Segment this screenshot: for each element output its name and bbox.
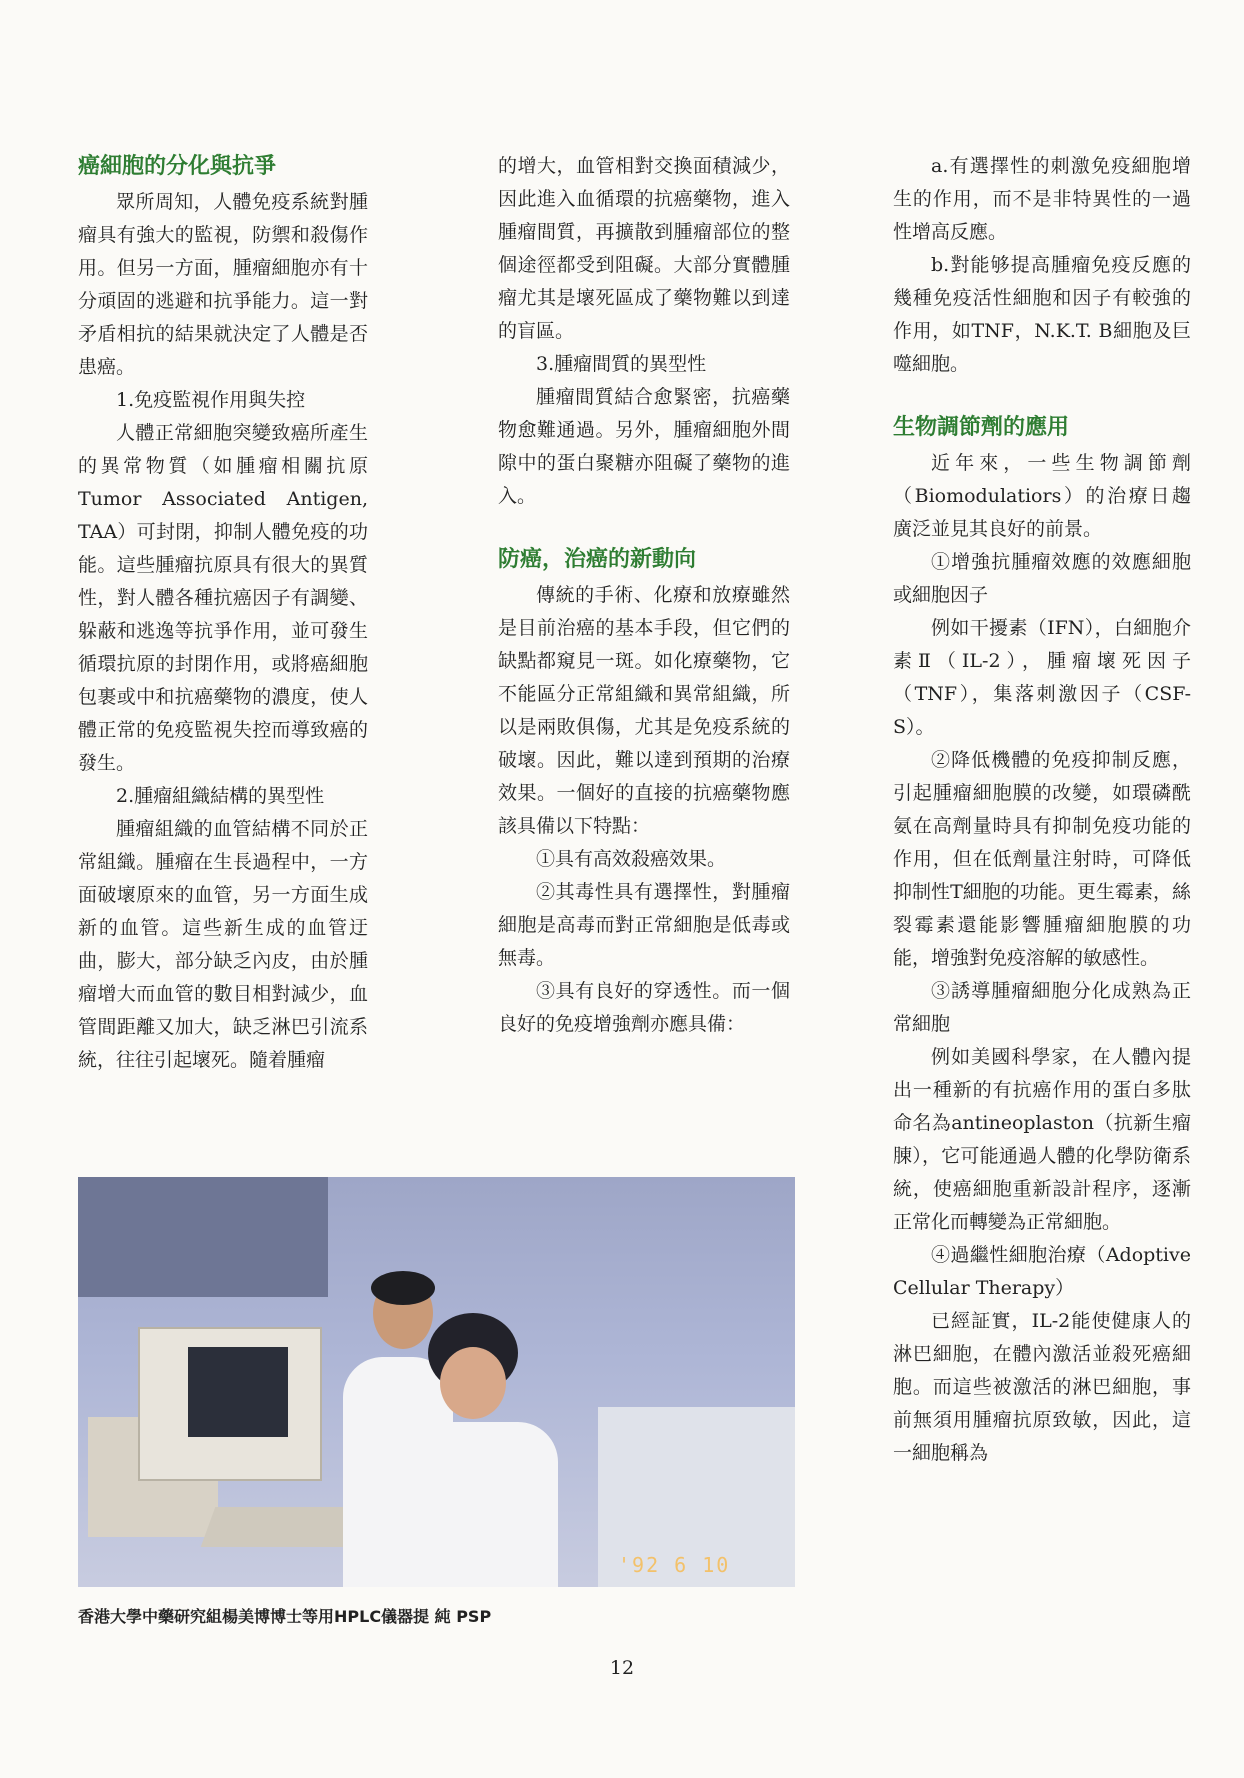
paragraph: 腫瘤組織的血管結構不同於正常組織。腫瘤在生長過程中，一方面破壞原來的血管，另一方面生成新的血管。這些新生成的血管迂曲，膨大，部分缺乏內皮，由於腫瘤增大而血管的數目相對減少，血管間距離又加大，缺乏淋巴引流系統，往往引起壞死。隨着腫瘤 bbox=[78, 818, 368, 1071]
paragraph: 的增大，血管相對交換面積減少，因此進入血循環的抗癌藥物，進入腫瘤間質，再擴散到腫瘤部位的整個途徑都受到阻礙。大部分實體腫瘤尤其是壞死區成了藥物難以到達的盲區。 bbox=[498, 155, 790, 342]
text-column-2 bbox=[498, 150, 790, 1041]
paragraph: 近年來，一些生物調節劑（Biomodulatiors）的治療日趨廣泛並見其良好的前景。 bbox=[893, 452, 1191, 540]
list-item: ②其毒性具有選擇性，對腫瘤細胞是高毒而對正常細胞是低毒或無毒。 bbox=[498, 881, 790, 969]
text-column-3 bbox=[893, 150, 1191, 1470]
list-item: ①增強抗腫瘤效應的效應細胞或細胞因子 bbox=[893, 551, 1191, 606]
photo-shelf bbox=[78, 1177, 328, 1297]
list-item: ②降低機體的免疫抑制反應，引起腫瘤細胞膜的改變，如環磷酰氨在高劑量時具有抑制免疫功能的作用，但在低劑量注射時，可降低抑制性T細胞的功能。更生霉素，絲裂霉素還能影響腫瘤細胞膜的功能，增強對免疫溶解的敏感性。 bbox=[893, 749, 1191, 969]
section-heading-new-trends: 防癌，治癌的新動向 bbox=[498, 547, 697, 572]
list-item: ③誘導腫瘤細胞分化成熟為正常細胞 bbox=[893, 980, 1191, 1035]
paragraph: 傳統的手術、化療和放療雖然是目前治癌的基本手段，但它們的缺點都窺見一斑。如化療藥物，它不能區分正常組織和異常組織，所以是兩敗俱傷，尤其是免疫系統的破壞。因此，難以達到預期的治療效果。一個好的直接的抗癌藥物應該具備以下特點： bbox=[498, 584, 790, 837]
lab-photo bbox=[78, 1177, 795, 1587]
list-item: ③具有良好的穿透性。而一個良好的免疫增強劑亦應具備： bbox=[498, 980, 790, 1035]
list-item: b.對能够提高腫瘤免疫反應的幾種免疫活性細胞和因子有較強的作用，如TNF，N.K.T. B細胞及巨噬細胞。 bbox=[893, 254, 1191, 375]
subheading: 1.免疫監視作用與失控 bbox=[116, 389, 306, 411]
paragraph: 眾所周知，人體免疫系統對腫瘤具有強大的監視，防禦和殺傷作用。但另一方面，腫瘤細胞亦有十分頑固的逃避和抗爭能力。這一對矛盾相抗的結果就決定了人體是否患癌。 bbox=[78, 191, 368, 378]
subheading: 3.腫瘤間質的異型性 bbox=[536, 353, 707, 375]
photo-caption: 香港大學中藥研究組楊美博博士等用HPLC儀器提 純 PSP bbox=[78, 1607, 492, 1626]
paragraph: 已經証實，IL-2能使健康人的淋巴細胞，在體內激活並殺死癌細胞。而這些被激活的淋巴細胞，事前無須用腫瘤抗原致敏，因此，這一細胞稱為 bbox=[893, 1310, 1191, 1464]
paragraph: 例如美國科學家，在人體內提出一種新的有抗癌作用的蛋白多肽命名為antineoplaston（抗新生瘤腖），它可能通過人體的化學防衛系統，使癌細胞重新設計程序，逐漸正常化而轉變為正常細胞。 bbox=[893, 1046, 1191, 1233]
paragraph: 人體正常細胞突變致癌所產生的異常物質（如腫瘤相關抗原Tumor Associated Antigen, TAA）可封閉，抑制人體免疫的功能。這些腫瘤抗原具有很大的異質性，對人體各種抗癌因子有調變、躲蔽和逃逸等抗爭作用，並可發生循環抗原的封閉作用，或將癌細胞包裹或中和抗癌藥物的濃度，使人體正常的免疫監視失控而導致癌的發生。 bbox=[78, 422, 368, 774]
paragraph: 腫瘤間質結合愈緊密，抗癌藥物愈難通過。另外，腫瘤細胞外間隙中的蛋白聚糖亦阻礙了藥物的進入。 bbox=[498, 386, 790, 507]
subheading: 2.腫瘤組織結構的異型性 bbox=[116, 785, 325, 807]
photo-monitor-screen bbox=[188, 1347, 288, 1437]
list-item: a.有選擇性的刺激免疫細胞增生的作用，而不是非特異性的一過性增高反應。 bbox=[893, 155, 1191, 243]
photo-researcher-woman bbox=[388, 1317, 558, 1587]
section-heading-biomodulators: 生物調節劑的應用 bbox=[893, 415, 1070, 440]
paragraph: 例如干擾素（IFN），白細胞介素Ⅱ（IL-2），腫瘤壞死因子（TNF），集落刺激因子（CSF-S）。 bbox=[893, 617, 1191, 738]
list-item: ①具有高效殺癌效果。 bbox=[536, 848, 727, 870]
page-number: 12 bbox=[609, 1657, 635, 1679]
photo-date-stamp: '92 6 10 bbox=[618, 1553, 731, 1577]
list-item: ④過繼性細胞治療（Adoptive Cellular Therapy） bbox=[893, 1244, 1191, 1299]
text-column-1 bbox=[78, 150, 368, 1077]
section-heading-cancer-differentiation: 癌細胞的分化與抗爭 bbox=[78, 154, 277, 179]
